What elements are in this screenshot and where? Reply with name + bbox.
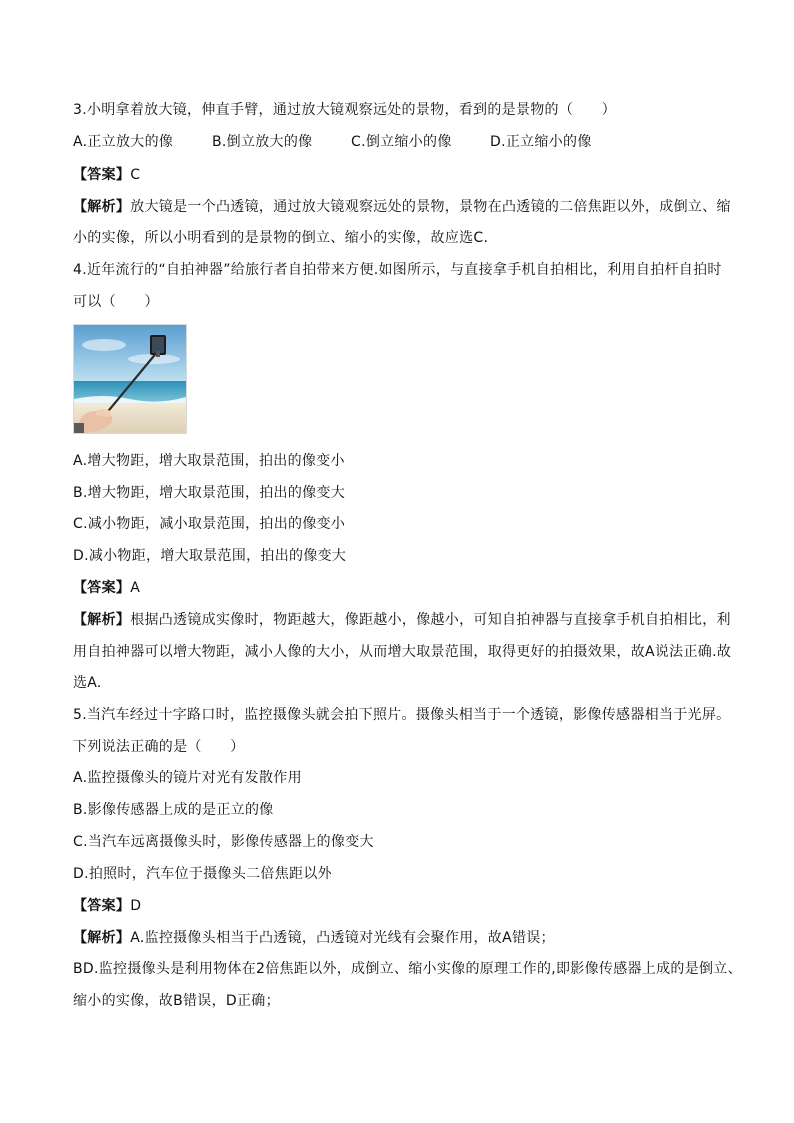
q5-option-c: C.当汽车远离摄像头时，影像传感器上的像变大	[73, 834, 374, 850]
q3-answer	[73, 166, 140, 184]
q4-analysis-line2: 用自拍神器可以增大物距，减小人像的大小，从而增大取景范围，取得更好的拍摄效果，故A说法正确.故	[73, 644, 732, 660]
q4-answer	[73, 579, 140, 597]
q3-option-c: C.倒立缩小的像	[351, 134, 452, 150]
q4-option-c: C.减小物距，减小取景范围，拍出的像变小	[73, 516, 346, 532]
q3-options	[73, 133, 592, 151]
q3-answer-label: 【答案】	[73, 167, 131, 183]
q3-analysis-line2: 小的实像，所以小明看到的是景物的倒立、缩小的实像，故应选C.	[73, 230, 489, 246]
q5-option-a: A.监控摄像头的镜片对光有发散作用	[73, 770, 302, 786]
q4-analysis-label: 【解析】	[73, 612, 131, 628]
q4-stem-line2: 可以（ ）	[73, 294, 159, 310]
q4-analysis-line3: 选A.	[73, 675, 102, 691]
q5-analysis-text1: A.监控摄像头相当于凸透镜，凸透镜对光线有会聚作用，故A错误；	[130, 930, 555, 946]
q3-answer-value: C	[130, 167, 141, 183]
q3-option-a: A.正立放大的像	[73, 134, 174, 150]
q3-analysis-label: 【解析】	[73, 199, 131, 215]
q5-stem-line2: 下列说法正确的是（ ）	[73, 739, 245, 755]
q4-analysis-line1	[73, 611, 731, 629]
q3-analysis-text1: 放大镜是一个凸透镜，通过放大镜观察远处的景物，景物在凸透镜的二倍焦距以外，成倒立、缩	[130, 199, 731, 215]
q5-answer	[73, 897, 141, 915]
q4-answer-value: A	[130, 580, 141, 596]
q5-analysis-label: 【解析】	[73, 930, 131, 946]
q4-option-a: A.增大物距，增大取景范围，拍出的像变小	[73, 453, 345, 469]
q4-option-b: B.增大物距，增大取景范围，拍出的像变大	[73, 485, 346, 501]
q4-option-d: D.减小物距，增大取景范围，拍出的像变大	[73, 548, 347, 564]
q4-answer-label: 【答案】	[73, 580, 131, 596]
q5-option-b: B.影像传感器上成的是正立的像	[73, 802, 274, 818]
q5-option-d: D.拍照时，汽车位于摄像头二倍焦距以外	[73, 866, 332, 882]
q5-stem-line1: 5.当汽车经过十字路口时，监控摄像头就会拍下照片。摄像头相当于一个透镜，影像传感器相当于光屏。	[73, 707, 731, 723]
q3-analysis-line1	[73, 198, 731, 216]
q5-analysis-line1	[73, 929, 555, 947]
q3-option-d: D.正立缩小的像	[490, 134, 592, 150]
q5-analysis-line3: 缩小的实像，故B错误，D正确；	[73, 993, 280, 1009]
q4-analysis-text1: 根据凸透镜成实像时，物距越大，像距越小，像越小，可知自拍神器与直接拿手机自拍相比，利	[130, 612, 731, 628]
selfie-stick-illustration	[74, 325, 186, 433]
q5-answer-label: 【答案】	[73, 898, 131, 914]
q3-option-b: B.倒立放大的像	[212, 134, 313, 150]
q3-stem: 3.小明拿着放大镜，伸直手臂，通过放大镜观察远处的景物，看到的是景物的（ ）	[73, 102, 617, 118]
selfie-stick-photo	[73, 324, 187, 434]
q4-stem-line1: 4.近年流行的“自拍神器”给旅行者自拍带来方便.如图所示，与直接拿手机自拍相比，利用自拍杆自拍时	[73, 262, 722, 278]
q5-answer-value: D	[130, 898, 142, 914]
q5-analysis-line2: BD.监控摄像头是利用物体在2倍焦距以外，成倒立、缩小实像的原理工作的,即影像传感器上成的是倒立、	[73, 961, 742, 977]
